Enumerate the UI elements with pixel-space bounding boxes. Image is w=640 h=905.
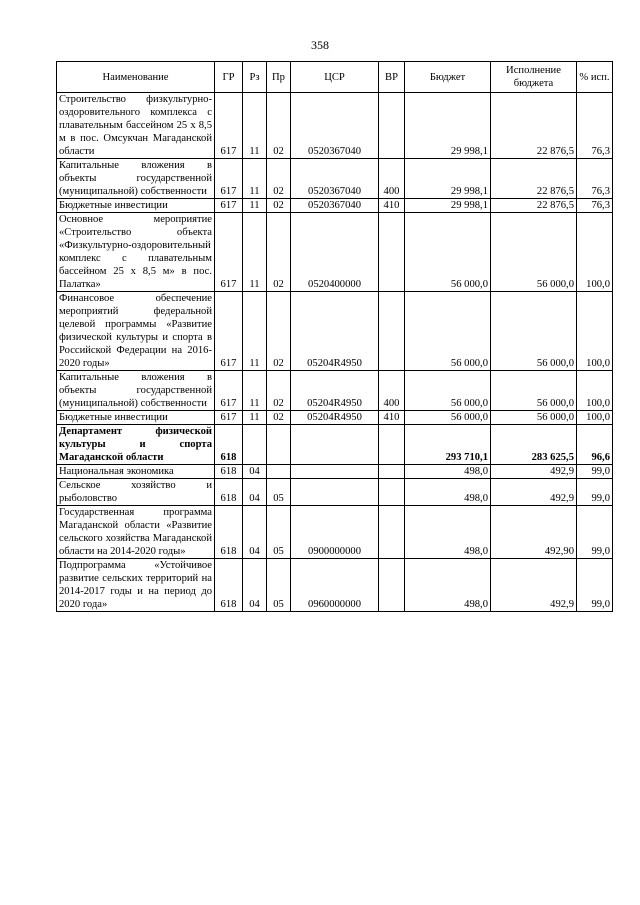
table-row [57,559,613,612]
table-row [57,479,613,506]
cell-csr: 05204R4950 [291,292,379,371]
cell-gr: 618 [215,465,243,479]
cell-budget: 498,0 [405,465,491,479]
cell-pr [267,465,291,479]
cell-vr [379,465,405,479]
header-execution: Исполнение бюджета [491,62,577,93]
page-number: 358 [311,38,329,52]
cell-gr: 617 [215,371,243,411]
cell-name: Финансовое обеспечение мероприятий федеральной целевой программы «Развитие физической культуры и спорта в Российской Федерации на 2016-2020 годы» [57,292,215,371]
cell-rz: 04 [243,479,267,506]
cell-gr: 617 [215,213,243,292]
cell-pr: 05 [267,559,291,612]
cell-name: Бюджетные инвестиции [57,411,215,425]
cell-rz: 11 [243,199,267,213]
header-vr: ВР [379,62,405,93]
cell-percent: 100,0 [577,411,613,425]
table-header-row [57,62,613,93]
header-gr: ГР [215,62,243,93]
cell-vr [379,506,405,559]
cell-rz: 11 [243,159,267,199]
cell-gr: 618 [215,559,243,612]
cell-percent: 99,0 [577,506,613,559]
cell-percent: 99,0 [577,559,613,612]
cell-vr [379,479,405,506]
cell-vr [379,213,405,292]
cell-rz: 04 [243,506,267,559]
table-row [57,465,613,479]
table-row [57,199,613,213]
cell-csr: 0960000000 [291,559,379,612]
cell-budget: 498,0 [405,479,491,506]
cell-vr [379,93,405,159]
cell-execution: 56 000,0 [491,411,577,425]
cell-execution: 56 000,0 [491,371,577,411]
cell-name: Капитальные вложения в объекты государственной (муниципальной) собственности [57,159,215,199]
cell-vr: 400 [379,371,405,411]
cell-percent: 96,6 [577,425,613,465]
cell-pr: 02 [267,93,291,159]
cell-csr: 0520367040 [291,199,379,213]
cell-pr: 02 [267,292,291,371]
cell-name: Капитальные вложения в объекты государственной (муниципальной) собственности [57,371,215,411]
cell-execution: 492,9 [491,559,577,612]
cell-gr: 617 [215,411,243,425]
cell-budget: 56 000,0 [405,292,491,371]
cell-vr [379,559,405,612]
cell-budget: 293 710,1 [405,425,491,465]
header-pr: Пр [267,62,291,93]
cell-execution: 22 876,5 [491,93,577,159]
header-csr: ЦСР [291,62,379,93]
cell-pr: 02 [267,199,291,213]
cell-gr: 617 [215,292,243,371]
cell-pr: 02 [267,411,291,425]
cell-percent: 100,0 [577,371,613,411]
cell-execution: 56 000,0 [491,292,577,371]
cell-gr: 617 [215,93,243,159]
cell-name: Бюджетные инвестиции [57,199,215,213]
cell-csr [291,425,379,465]
table-row [57,371,613,411]
cell-rz: 11 [243,213,267,292]
cell-rz: 04 [243,465,267,479]
cell-execution: 22 876,5 [491,159,577,199]
cell-csr: 0520400000 [291,213,379,292]
cell-execution: 492,90 [491,506,577,559]
header-budget: Бюджет [405,62,491,93]
cell-percent: 100,0 [577,213,613,292]
cell-rz: 04 [243,559,267,612]
cell-rz: 11 [243,411,267,425]
table-row [57,425,613,465]
cell-rz: 11 [243,292,267,371]
cell-name: Сельское хозяйство и рыболовство [57,479,215,506]
cell-name: Основное мероприятие «Строительство объекта «Физкультурно-оздоровительный комплекс с плавательным бассейном 25 х 8,5 м» в пос. Палатка» [57,213,215,292]
table-row [57,213,613,292]
cell-vr [379,425,405,465]
cell-gr: 617 [215,159,243,199]
cell-gr: 617 [215,199,243,213]
cell-gr: 618 [215,506,243,559]
cell-budget: 56 000,0 [405,213,491,292]
header-rz: Рз [243,62,267,93]
cell-csr [291,479,379,506]
cell-percent: 76,3 [577,93,613,159]
cell-rz: 11 [243,93,267,159]
table-row [57,411,613,425]
cell-gr: 618 [215,479,243,506]
cell-execution: 492,9 [491,465,577,479]
cell-csr: 0520367040 [291,159,379,199]
cell-percent: 99,0 [577,465,613,479]
cell-csr: 0900000000 [291,506,379,559]
cell-budget: 29 998,1 [405,93,491,159]
cell-pr: 05 [267,479,291,506]
table-row [57,159,613,199]
cell-execution: 492,9 [491,479,577,506]
cell-budget: 29 998,1 [405,199,491,213]
cell-name: Департамент физической культуры и спорта Магаданской области [57,425,215,465]
budget-table [56,61,613,612]
cell-percent: 76,3 [577,199,613,213]
cell-vr: 410 [379,411,405,425]
cell-rz [243,425,267,465]
cell-vr [379,292,405,371]
cell-budget: 56 000,0 [405,411,491,425]
cell-csr: 0520367040 [291,93,379,159]
cell-budget: 498,0 [405,559,491,612]
cell-vr: 400 [379,159,405,199]
cell-name: Подпрограмма «Устойчивое развитие сельских территорий на 2014-2017 годы и на период до 2020 года» [57,559,215,612]
cell-execution: 22 876,5 [491,199,577,213]
cell-rz: 11 [243,371,267,411]
cell-execution: 283 625,5 [491,425,577,465]
cell-csr: 05204R4950 [291,411,379,425]
cell-name: Национальная экономика [57,465,215,479]
cell-vr: 410 [379,199,405,213]
cell-csr: 05204R4950 [291,371,379,411]
cell-execution: 56 000,0 [491,213,577,292]
table-row [57,506,613,559]
cell-budget: 498,0 [405,506,491,559]
table-row [57,93,613,159]
header-percent: % исп. [577,62,613,93]
cell-pr: 02 [267,371,291,411]
cell-csr [291,465,379,479]
cell-budget: 29 998,1 [405,159,491,199]
cell-pr: 02 [267,213,291,292]
cell-pr: 02 [267,159,291,199]
cell-percent: 99,0 [577,479,613,506]
table-row [57,292,613,371]
cell-pr: 05 [267,506,291,559]
cell-percent: 76,3 [577,159,613,199]
cell-percent: 100,0 [577,292,613,371]
cell-name: Государственная программа Магаданской области «Развитие сельского хозяйства Магаданской области на 2014-2020 годы» [57,506,215,559]
cell-gr: 618 [215,425,243,465]
cell-budget: 56 000,0 [405,371,491,411]
header-name: Наименование [57,62,215,93]
cell-pr [267,425,291,465]
cell-name: Строительство физкультурно-оздоровительного комплекса с плавательным бассейном 25 х 8,5 м в пос. Омсукчан Магаданской области [57,93,215,159]
